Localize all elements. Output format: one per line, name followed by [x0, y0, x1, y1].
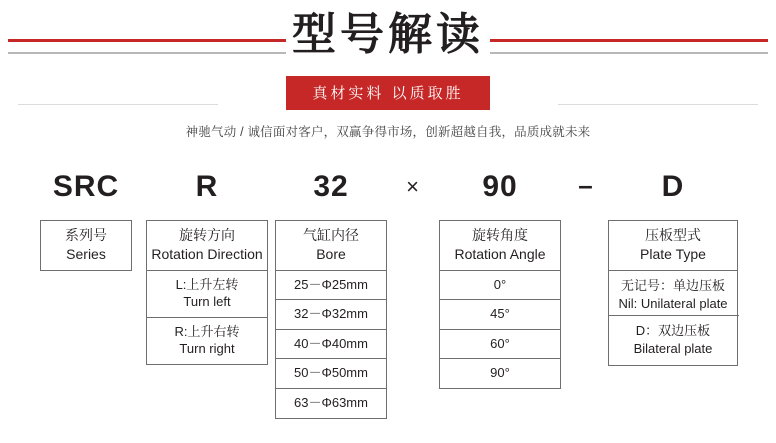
bore-item: 40－Φ40mm [275, 330, 387, 360]
direction-item-right-en: Turn right [179, 341, 235, 357]
company-slogan: 神驰气动 / 诚信面对客户，双赢争得市场，创新超越自我，品质成就未来 [185, 125, 591, 139]
plate-item-nil-en: Nil: Unilateral plate [618, 295, 728, 311]
direction-item-right-cn: R:上升右转 [174, 323, 240, 339]
code-plate: D [661, 170, 685, 203]
direction-header-cn: 旋转方向 [179, 227, 235, 243]
sub-banner-row [0, 76, 776, 110]
direction-header-en: Rotation Direction [151, 245, 263, 262]
code-series: SRC [52, 170, 120, 203]
direction-item-right [146, 318, 268, 365]
column-bore [272, 220, 390, 419]
bore-item: 63－Φ63mm [275, 389, 387, 419]
column-series [30, 220, 142, 271]
page-title: 型号解读 [292, 10, 484, 59]
plate-item-d-en: Bilateral plate [633, 341, 713, 357]
series-header-en: Series [66, 245, 106, 262]
code-angle: 90 [482, 170, 518, 203]
plate-item-d [609, 316, 737, 360]
angle-item: 45° [439, 300, 561, 330]
bore-header-cn: 气缸内径 [303, 227, 359, 243]
angle-header-cn: 旋转角度 [472, 227, 528, 243]
legend-columns [0, 220, 776, 419]
bore-header [275, 220, 387, 271]
code-times-symbol: × [406, 174, 420, 199]
title-row [0, 8, 776, 70]
sub-banner: 真材实料 以质取胜 [286, 76, 489, 110]
angle-header [439, 220, 561, 271]
column-direction [142, 220, 272, 365]
plate-item-nil [609, 271, 737, 315]
plate-item-d-cn: D：双边压板 [635, 323, 711, 339]
series-header-cn: 系列号 [65, 227, 107, 243]
bore-item: 50－Φ50mm [275, 359, 387, 389]
angle-header-en: Rotation Angle [454, 245, 546, 262]
angle-item: 90° [439, 359, 561, 389]
direction-item-left [146, 271, 268, 318]
banner-line-left [18, 104, 218, 105]
direction-item-left-cn: L:上升左转 [175, 276, 239, 292]
code-direction: R [195, 170, 219, 203]
bore-header-en: Bore [316, 245, 346, 262]
angle-item: 0° [439, 271, 561, 301]
code-bore: 32 [313, 170, 349, 203]
plate-item-nil-cn: 无记号：单边压板 [620, 277, 725, 293]
code-dash-symbol: – [578, 170, 594, 200]
plate-header [608, 220, 738, 271]
bore-item: 32－Φ32mm [275, 300, 387, 330]
page-header [0, 8, 776, 148]
plate-items [608, 271, 738, 366]
column-plate [608, 220, 738, 366]
bore-item: 25－Φ25mm [275, 271, 387, 301]
code-row [0, 164, 776, 204]
column-angle [436, 220, 564, 389]
direction-header [146, 220, 268, 271]
angle-item: 60° [439, 330, 561, 360]
banner-line-right [558, 104, 758, 105]
series-header [40, 220, 132, 271]
model-code-diagram [0, 164, 776, 419]
plate-header-cn: 压板型式 [645, 227, 701, 243]
direction-item-left-en: Turn left [183, 294, 231, 310]
plate-header-en: Plate Type [640, 245, 706, 262]
